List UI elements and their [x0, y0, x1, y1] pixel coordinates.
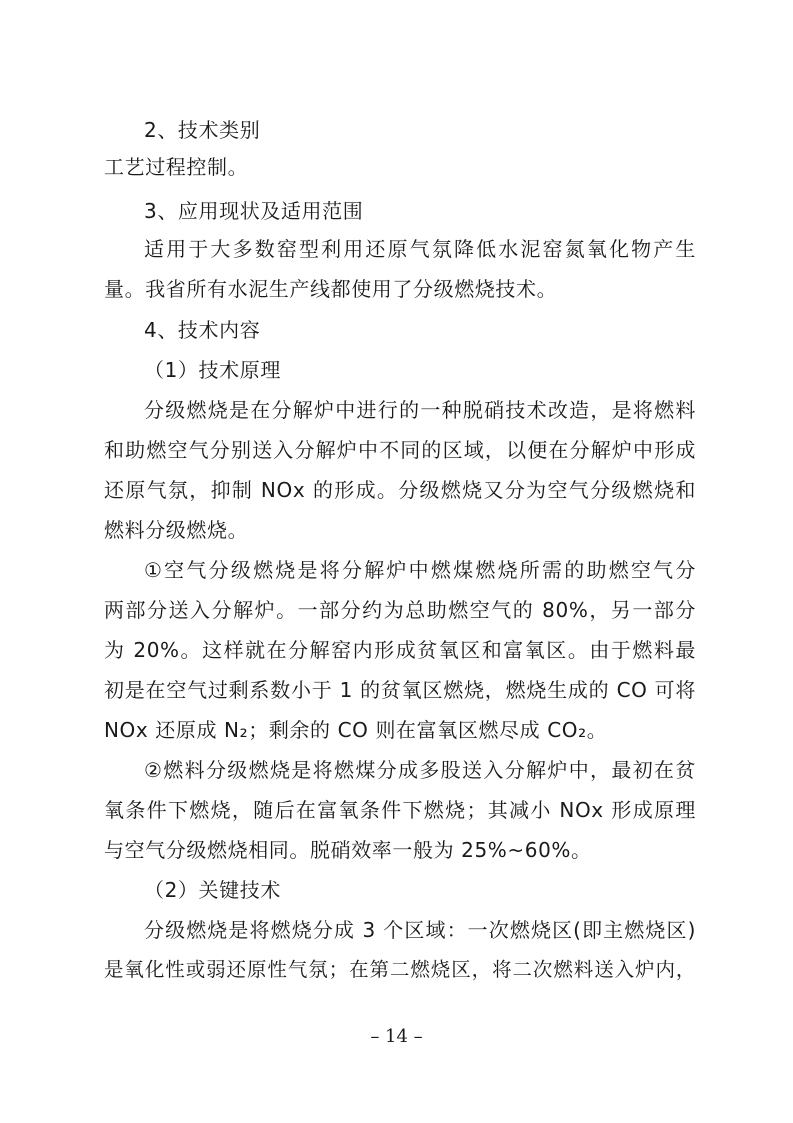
- page-number: – 14 –: [370, 1026, 423, 1047]
- paragraph-line: 量。我省所有水泥生产线都使用了分级燃烧技术。: [104, 277, 558, 301]
- paragraph-line: 适用于大多数窑型利用还原气氛降低水泥窑氮氧化物产生: [144, 237, 696, 261]
- paragraph-line: 氧条件下燃烧，随后在富氧条件下燃烧；其减小 NOx 形成原理: [104, 798, 696, 822]
- paragraph-line: 分级燃烧是将燃烧分成 3 个区域：一次燃烧区(即主燃烧区): [144, 918, 696, 942]
- subheading-technology-principle: （1）技术原理: [144, 358, 281, 382]
- paragraph-line: 燃料分级燃烧。: [104, 518, 249, 542]
- heading-technology-category: 2、技术类别: [144, 118, 261, 142]
- paragraph-line: 是氧化性或弱还原性气氛；在第二燃烧区，将二次燃料送入炉内，: [104, 958, 696, 981]
- heading-technology-content: 4、技术内容: [144, 318, 261, 342]
- paragraph-line: 工艺过程控制。: [104, 155, 249, 179]
- paragraph-line: 两部分送入分解炉。一部分约为总助燃空气的 80%，另一部分: [104, 598, 696, 622]
- paragraph-line: 还原气氛，抑制 NOx 的形成。分级燃烧又分为空气分级燃烧和: [104, 478, 696, 502]
- heading-application-status: 3、应用现状及适用范围: [144, 199, 364, 223]
- paragraph-line: NOx 还原成 N₂；剩余的 CO 则在富氧区燃尽成 CO₂。: [104, 718, 608, 742]
- subheading-key-technology: （2）关键技术: [144, 878, 281, 902]
- paragraph-line: 与空气分级燃烧相同。脱硝效率一般为 25%~60%。: [104, 838, 592, 862]
- paragraph-line: 初是在空气过剩系数小于 1 的贫氧区燃烧，燃烧生成的 CO 可将: [104, 678, 696, 702]
- paragraph-line: 分级燃烧是在分解炉中进行的一种脱硝技术改造，是将燃料: [144, 398, 696, 422]
- paragraph-line: 为 20%。这样就在分解窑内形成贫氧区和富氧区。由于燃料最: [104, 638, 696, 662]
- paragraph-line: ②燃料分级燃烧是将燃煤分成多股送入分解炉中，最初在贫: [144, 758, 696, 782]
- paragraph-line: 和助燃空气分别送入分解炉中不同的区域，以便在分解炉中形成: [104, 438, 696, 462]
- paragraph-line: ①空气分级燃烧是将分解炉中燃煤燃烧所需的助燃空气分: [144, 558, 696, 582]
